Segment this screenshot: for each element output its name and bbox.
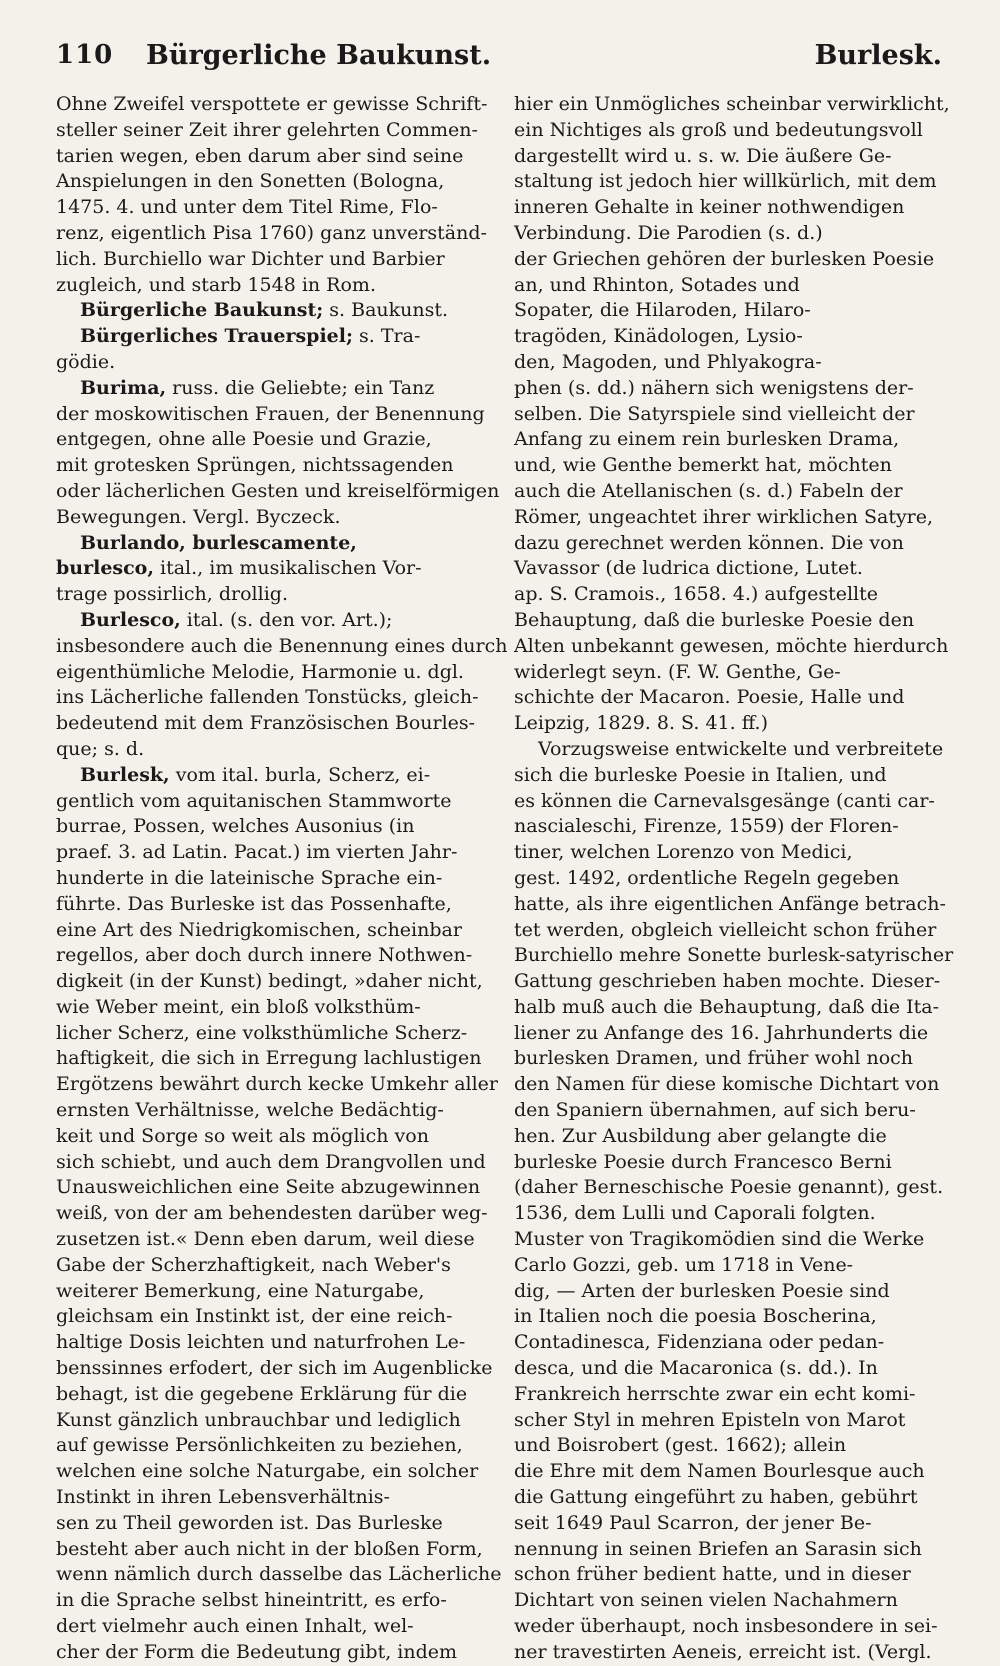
text-line: Anfang zu einem rein burlesken Drama, (514, 428, 900, 451)
text-line: mit grotesken Sprüngen, nichtssagenden (56, 454, 454, 477)
text-line: entgegen, ohne alle Poesie und Grazie, (56, 428, 432, 451)
text-line: auf gewisse Persönlichkeiten zu beziehen, (56, 1434, 463, 1457)
text-line: hunderte in die lateinische Sprache ein- (56, 866, 443, 889)
text-line: führte. Das Burleske ist das Possenhafte, (56, 892, 452, 915)
text-line: Unausweichlichen eine Seite abzugewinnen (56, 1176, 481, 1199)
text-line: an, und Rhinton, Sotades und (514, 273, 800, 296)
text-line: Burchiello mehre Sonette burlesk-satyrischer (514, 944, 954, 967)
text-line: eine Art des Niedrigkomischen, scheinbar (56, 918, 462, 941)
text-line: Vavassor (de ludrica dictione, Lutet. (514, 557, 863, 580)
text-line: Burima, russ. die Geliebte; ein Tanz (80, 376, 435, 399)
running-title-right: Burlesk. (814, 40, 942, 71)
entry-headword: Burlesk, (80, 763, 170, 786)
text-line: 1475. 4. und unter dem Titel Rime, Flo- (56, 196, 438, 219)
text-line: phen (s. dd.) nähern sich wenigstens der- (514, 376, 914, 399)
text-line: oder lächerlichen Gesten und kreiselförmigen (56, 479, 500, 502)
text-line: weiß, von der am behendesten darüber weg- (56, 1202, 488, 1225)
text-line: Verbindung. Die Parodien (s. d.) (514, 221, 823, 244)
text-line: que; s. d. (56, 737, 145, 760)
text-line: renz, eigentlich Pisa 1760) ganz unverständ- (56, 221, 487, 244)
text-line: hatte, als ihre eigentlichen Anfänge betrach- (514, 892, 946, 915)
text-line: ins Lächerliche fallenden Tonstücks, gleich- (56, 686, 479, 709)
text-line: staltung ist jedoch hier willkürlich, mit dem (514, 170, 937, 193)
entry-headword: Burlesco, (80, 608, 181, 631)
text-line: dert vielmehr auch einen Inhalt, wel- (56, 1615, 414, 1638)
text-line: nennung in seinen Briefen an Sarasin sich (514, 1537, 922, 1560)
text-line: welchen eine solche Naturgabe, ein solcher (56, 1460, 479, 1483)
text-line: wie Weber meint, ein bloß volksthüm- (56, 995, 421, 1018)
text-line: Dichtart von seinen vielen Nachahmern (514, 1589, 898, 1612)
text-line: digkeit (in der Kunst) bedingt, »daher nicht, (56, 970, 483, 993)
text-line: eigenthümliche Melodie, Harmonie u. dgl. (56, 660, 464, 683)
text-line: Römer, ungeachtet ihrer wirklichen Satyre, (514, 505, 934, 528)
text-line: Instinkt in ihren Lebensverhältnis- (56, 1486, 390, 1509)
text-line: tarien wegen, eben darum aber sind seine (56, 144, 464, 167)
text-line: auch die Atellanischen (s. d.) Fabeln der (514, 479, 903, 502)
text-line: weiterer Bemerkung, eine Naturgabe, (56, 1279, 425, 1302)
text-line: bedeutend mit dem Französischen Bourles- (56, 712, 476, 735)
text-line: den, Magoden, und Phlyakogra- (514, 350, 822, 373)
text-line: cher der Form die Bedeutung gibt, indem (56, 1640, 458, 1663)
text-line: weder überhaupt, noch insbesondere in sei- (514, 1615, 938, 1638)
text-line: gentlich vom aquitanischen Stammworte (56, 789, 452, 812)
text-line: tiner, welchen Lorenzo von Medici, (514, 841, 853, 864)
text-line: (daher Berneschische Poesie genannt), gest. (514, 1176, 944, 1199)
text-line: halb muß auch die Behauptung, daß die Ita- (514, 995, 939, 1018)
text-line: und Boisrobert (gest. 1662); allein (514, 1434, 847, 1457)
text-line: Leipzig, 1829. 8. S. 41. ff.) (514, 712, 768, 735)
text-line: Burlesco, ital. (s. den vor. Art.); (80, 608, 393, 631)
text-line: den Spaniern übernahmen, auf sich beru- (514, 1099, 916, 1122)
text-line: gest. 1492, ordentliche Regeln gegeben (514, 866, 900, 889)
text-line (56, 531, 496, 557)
text-line: schichte der Macaron. Poesie, Halle und (514, 686, 905, 709)
running-title-left: Bürgerliche Baukunst. (146, 40, 492, 71)
text-line: widerlegt seyn. (F. W. Genthe, Ge- (514, 660, 841, 683)
text-line: Contadinesca, Fidenziana oder pedan- (514, 1331, 885, 1354)
text-line: Kunst gänzlich unbrauchbar und lediglich (56, 1408, 461, 1431)
left-text-column (56, 92, 508, 1663)
text-line: regellos, aber doch durch innere Nothwen- (56, 944, 473, 967)
text-line: Ergötzens bewährt durch kecke Umkehr aller (56, 1073, 499, 1096)
text-line: Carlo Gozzi, geb. um 1718 in Vene- (514, 1253, 854, 1276)
entry-headword: Burlando, burlescamente, (80, 531, 357, 554)
text-line: gödie. (56, 350, 116, 373)
text-line: licher Scherz, eine volksthümliche Scherz- (56, 1021, 468, 1044)
text-line: praef. 3. ad Latin. Pacat.) im vierten Jahr- (56, 841, 458, 864)
right-text-column (514, 92, 954, 1663)
text-line: sich schiebt, und auch dem Drangvollen und (56, 1150, 486, 1173)
text-line: sen zu Theil geworden ist. Das Burleske (56, 1511, 443, 1534)
text-line: haftigkeit, die sich in Erregung lachlustigen (56, 1047, 482, 1070)
entry-headword: Bürgerliche Baukunst; (80, 299, 324, 322)
text-line: tragöden, Kinädologen, Lysio- (514, 325, 803, 348)
text-line: trage possirlich, drollig. (56, 583, 288, 606)
text-line: scher Styl in mehren Episteln von Marot (514, 1408, 906, 1431)
text-line: Anspielungen in den Sonetten (Bologna, (56, 170, 445, 193)
text-line: Ohne Zweifel verspottete er gewisse Schrift- (56, 93, 488, 115)
text-line: nascialeschi, Firenze, 1559) der Floren- (514, 815, 899, 838)
text-line: desca, und die Macaronica (s. dd.). In (514, 1357, 878, 1380)
text-line: ein Nichtiges als groß und bedeutungsvoll (514, 118, 923, 141)
text-line: Burlesk, vom ital. burla, Scherz, ei- (80, 763, 431, 786)
text-line: burleske Poesie durch Francesco Berni (514, 1150, 892, 1173)
text-line: der Griechen gehören der burlesken Poesie (514, 247, 935, 270)
text-line: Behauptung, daß die burleske Poesie den (514, 608, 915, 631)
text-line: ernsten Verhältnisse, welche Bedächtig- (56, 1099, 444, 1122)
text-line: Bürgerliche Baukunst; s. Baukunst. (80, 299, 449, 322)
entry-headword: burlesco, (56, 557, 154, 580)
page-number: 110 (56, 40, 114, 70)
text-line: es können die Carnevalsgesänge (canti car- (514, 789, 935, 812)
text-line: seit 1649 Paul Scarron, der jener Be- (514, 1511, 872, 1534)
text-line: steller seiner Zeit ihrer gelehrten Commen- (56, 118, 478, 141)
text-line: zusetzen ist.« Denn eben darum, weil diese (56, 1228, 475, 1251)
text-line: Frankreich herrschte zwar ein echt komi- (514, 1382, 916, 1405)
text-line: zugleich, und starb 1548 in Rom. (56, 273, 376, 296)
text-line: Sopater, die Hilaroden, Hilaro- (514, 299, 811, 322)
text-line: dig, — Arten der burlesken Poesie sind (514, 1279, 890, 1302)
text-line: 1536, dem Lulli und Caporali folgten. (514, 1202, 876, 1225)
text-line: schon früher bedient hatte, und in dieser (514, 1563, 911, 1586)
text-line: Gabe der Scherzhaftigkeit, nach Weber's (56, 1253, 451, 1276)
entry-headword: Burima, (80, 376, 167, 399)
text-line: liener zu Anfange des 16. Jahrhunderts die (514, 1021, 929, 1044)
text-line: die Gattung eingeführt zu haben, gebührt (514, 1486, 918, 1509)
text-line: Vorzugsweise entwickelte und verbreitete (538, 737, 944, 760)
text-line: inneren Gehalte in keiner nothwendigen (514, 196, 905, 219)
text-line: benssinnes erfodert, der sich im Augenblicke (56, 1357, 493, 1380)
page-header (56, 40, 960, 80)
text-line: sich die burleske Poesie in Italien, und (514, 763, 887, 786)
text-line: burrae, Possen, welches Ausonius (in (56, 815, 415, 838)
entry-headword: Bürgerliches Trauerspiel; (80, 325, 353, 348)
text-line: ap. S. Cramois., 1658. 4.) aufgestellte (514, 583, 879, 606)
text-line: behagt, ist die gegebene Erklärung für die (56, 1382, 468, 1405)
text-line: Bürgerliches Trauerspiel; s. Tra- (80, 325, 421, 348)
text-line: keit und Sorge so weit als möglich von (56, 1124, 429, 1147)
text-line: selben. Die Satyrspiele sind vielleicht der (514, 402, 915, 425)
text-line: besteht aber auch nicht in der bloßen Form, (56, 1537, 483, 1560)
text-line: insbesondere auch die Benennung eines durch (56, 634, 508, 657)
text-line: Alten unbekannt gewesen, möchte hierdurch (514, 634, 949, 657)
text-line: wenn nämlich durch dasselbe das Lächerliche (56, 1563, 502, 1586)
text-line: burlesken Dramen, und früher wohl noch (514, 1047, 914, 1070)
text-line: ner travestirten Aeneis, erreicht ist. (Vergl. (514, 1640, 932, 1663)
text-line: hier ein Unmögliches scheinbar verwirklicht, (514, 93, 950, 115)
text-line: Bewegungen. Vergl. Byczeck. (56, 505, 341, 528)
text-line: tet werden, obgleich vielleicht schon früher (514, 918, 937, 941)
text-line: hen. Zur Ausbildung aber gelangte die (514, 1124, 887, 1147)
text-line: burlesco, ital., im musikalischen Vor- (56, 557, 422, 580)
text-line: gleichsam ein Instinkt ist, der eine reich- (56, 1305, 453, 1328)
text-line: die Ehre mit dem Namen Bourlesque auch (514, 1460, 925, 1483)
text-line: dazu gerechnet werden können. Die von (514, 531, 904, 554)
text-line: und, wie Genthe bemerkt hat, möchten (514, 454, 892, 477)
text-line: in die Sprache selbst hineintritt, es erfo- (56, 1589, 447, 1612)
text-line: den Namen für diese komische Dichtart von (514, 1073, 940, 1096)
text-line: Muster von Tragikomödien sind die Werke (514, 1228, 925, 1251)
text-line: der moskowitischen Frauen, der Benennung (56, 402, 485, 425)
text-line: dargestellt wird u. s. w. Die äußere Ge- (514, 144, 892, 167)
text-line: Gattung geschrieben haben mochte. Dieser- (514, 970, 941, 993)
text-line: haltige Dosis leichten und naturfrohen Le- (56, 1331, 466, 1354)
text-line: lich. Burchiello war Dichter und Barbier (56, 247, 445, 270)
text-line: in Italien noch die poesia Boscherina, (514, 1305, 877, 1328)
